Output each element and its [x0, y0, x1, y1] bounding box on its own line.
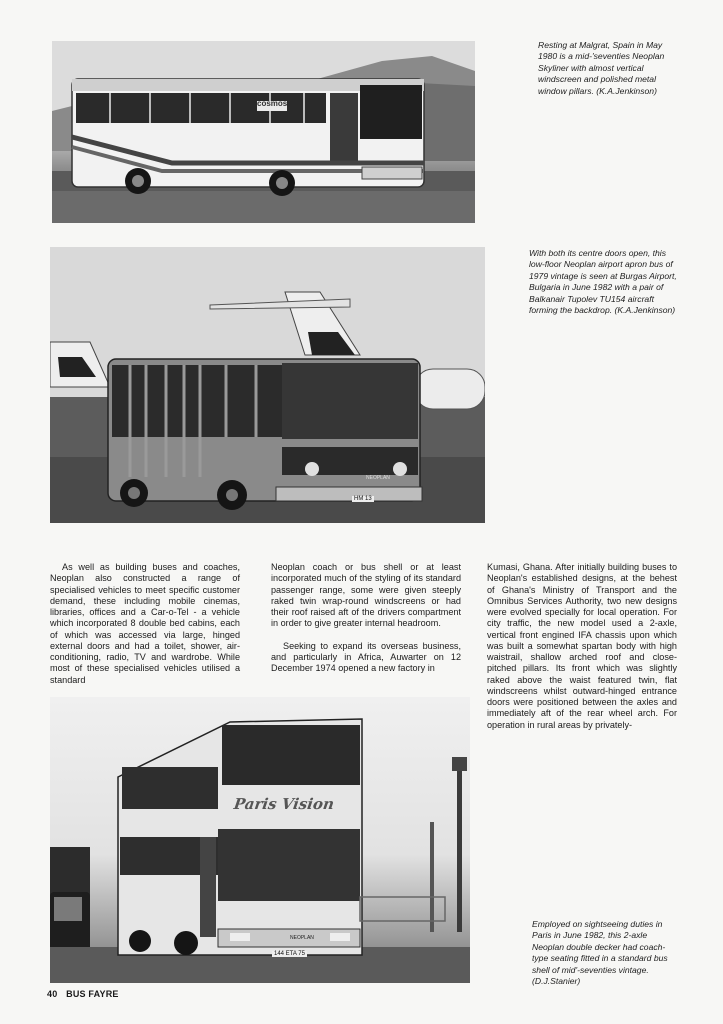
caption-photo-3: Employed on sightseeing duties in Paris in June 1982, this 2-axle Neoplan double decker had coach-type seating fitted in a standard bus shell of mid'-seventies vintage. (D.J.Stanier) — [532, 919, 668, 987]
body-column-2 — [271, 562, 461, 674]
caption-photo-1: Resting at Malgrat, Spain in May 1980 is a mid-'seventies Neoplan Skyliner with almost vertical windscreen and polished metal window pillars. (K.A.Jenkinson) — [538, 40, 665, 96]
photo-paris-double-decker — [50, 697, 470, 983]
body-paragraph: Seeking to expand its overseas business, and particularly in Africa, Auwarter on 12 December 1974 opened a new factory in — [271, 640, 461, 673]
airport-bus-illustration — [50, 247, 485, 523]
page-footer — [47, 989, 119, 999]
double-decker-plate: 144 ETA 75 — [274, 951, 305, 957]
publication-name: BUS FAYRE — [66, 989, 119, 999]
photo-airport-apron-bus — [50, 247, 485, 523]
double-decker-livery: Paris Vision — [232, 795, 336, 813]
skyliner-coach-illustration — [52, 41, 475, 223]
caption-photo-2: With both its centre doors open, this low-floor Neoplan airport apron bus of 1979 vintage is seen at Burgas Airport, Bulgaria in June 1982 with a pair of Balkanair Tupolev TU154 aircraft forming the backdrop. (K.A.Jenkinson) — [529, 248, 677, 316]
coach-side-sign: cosmos — [257, 99, 288, 108]
photo-skyliner-coach — [52, 41, 475, 223]
double-decker-illustration — [50, 697, 470, 983]
body-paragraph: Neoplan coach or bus shell or at least incorporated much of the styling of its standard passenger range, some were given steeply raked twin wrap-round windscreens or had their roof raised aft of the drivers compartment in order to give greater internal headroom. — [271, 562, 461, 629]
body-paragraph: Kumasi, Ghana. After initially building buses to Neoplan's established designs, at the behest of Ghana's Ministry of Transport and the Omnibus Services Authority, two new designs were evolved specially for local operation. For city traffic, the new model used a 2-axle, vertical front engined IFA chassis upon which was built a somewhat spartan body with high waistrail, shallow arched roof and close-pitched pillars. Its front which was slightly raked above the waist featured twin, flat windscreens whilst outward-hinged entrance doors were positioned between the axles and immediately aft of the rear wheel arch. For operation in rural areas by privately- — [487, 562, 677, 730]
page-number: 40 — [47, 989, 58, 999]
body-column-3 — [487, 562, 677, 731]
double-decker-front-badge: NEOPLAN — [290, 935, 314, 941]
body-paragraph: As well as building buses and coaches, Neoplan also constructed a range of specialised vehicles to meet specific customer demand, these including mobile cinemas, libraries, offices and a Car-o-Tel - a vehicle which incorporated 8 double bed cabins, each of which was accessed via large, hinged external doors and had a toilet, shower, air-conditioning, radio, TV and wardrobe. While most of these specialised vehicles utilised a standard — [50, 562, 240, 685]
apron-bus-front-badge: NEOPLAN — [366, 475, 390, 481]
apron-bus-plate: HM 13 — [354, 496, 372, 502]
body-column-1 — [50, 562, 240, 686]
